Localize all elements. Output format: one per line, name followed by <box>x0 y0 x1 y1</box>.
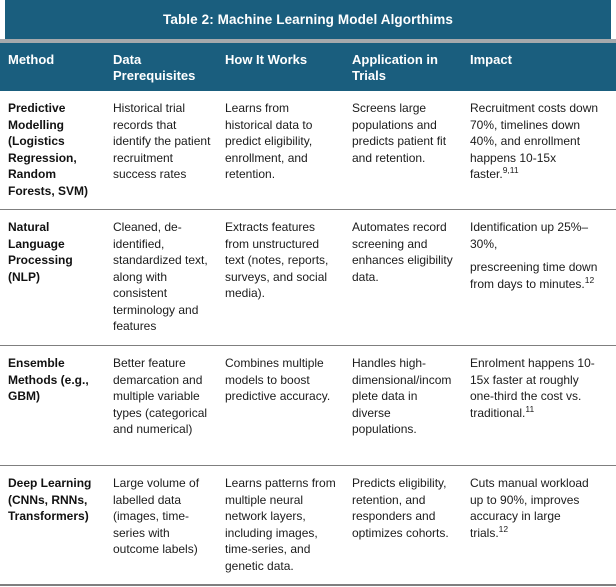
reference-superscript: 11 <box>525 403 535 414</box>
method-cell: Natural Language Processing (NLP) <box>8 220 73 284</box>
data-prerequisites-cell: Cleaned, de-identified, standardized text, along with consistent terminology and features <box>113 220 208 333</box>
impact-cell <box>470 91 616 209</box>
table-row <box>0 91 616 210</box>
table-row <box>0 210 616 346</box>
impact-cell <box>470 210 616 345</box>
how-it-works-cell: Extracts features from unstructured text (notes, reports, surveys, and social media). <box>225 220 329 300</box>
method-cell: Predictive Modelling (Logistics Regression, Random Forests, SVM) <box>8 101 89 198</box>
application-cell: Predicts eligibility, retention, and responders and optimizes cohorts. <box>352 476 449 540</box>
reference-superscript: 9,11 <box>502 165 519 175</box>
column-header-impact: Impact <box>470 52 512 67</box>
impact-text: Enrolment happens 10-15x faster at roughly one-third the cost vs. traditional. <box>470 356 595 420</box>
application-cell: Handles high-dimensional/incomplete data in diverse populations. <box>352 356 452 436</box>
method-cell: Deep Learning (CNNs, RNNs, Transformers) <box>8 476 92 523</box>
column-header-how-it-works: How It Works <box>225 52 308 67</box>
reference-superscript: 12 <box>584 274 595 285</box>
impact-text-line2: prescreening time down from days to minutes.$^{12}$ <box>470 260 598 291</box>
table-row <box>0 466 616 586</box>
column-header-data-prerequisites: Data Prerequisites <box>113 52 196 83</box>
how-it-works-cell: Combines multiple models to boost predictive accuracy. <box>225 356 331 403</box>
table-title: Table 2: Machine Learning Model Algorthims <box>163 12 453 27</box>
how-it-works-cell: Learns from historical data to predict eligibility, enrollment, and retention. <box>225 101 313 181</box>
application-cell: Screens large populations and predicts patient fit and retention. <box>352 101 447 165</box>
data-prerequisites-cell: Better feature demarcation and multiple variable types (categorical and numerical) <box>113 356 208 436</box>
impact-cell <box>470 346 616 465</box>
data-prerequisites-cell: Large volume of labelled data (images, time-series with outcome labels) <box>113 476 200 556</box>
application-cell: Automates record screening and enhances eligibility data. <box>352 220 453 284</box>
impact-text: Cuts manual workload up to 90%, improves accuracy in large trials. <box>470 476 589 540</box>
column-header-application-in-trials: Application in Trials <box>352 52 438 83</box>
impact-text: Identification up 25%–30%, <box>470 220 589 251</box>
reference-superscript: 12 <box>498 523 509 534</box>
method-cell: Ensemble Methods (e.g., GBM) <box>8 356 89 403</box>
table-title-bar <box>5 0 611 39</box>
impact-cell <box>470 466 616 584</box>
table-row <box>0 346 616 466</box>
impact-text: Recruitment costs down 70%, timelines down 40%, and enrollment happens 10-15x faster. <box>470 101 599 181</box>
column-header-method: Method <box>8 52 55 67</box>
how-it-works-cell: Learns patterns from multiple neural network layers, including images, time-series, and genetic data. <box>225 476 336 573</box>
table-header-row <box>0 43 616 91</box>
data-prerequisites-cell: Historical trial records that identify the patient recruitment success rates <box>113 101 211 181</box>
